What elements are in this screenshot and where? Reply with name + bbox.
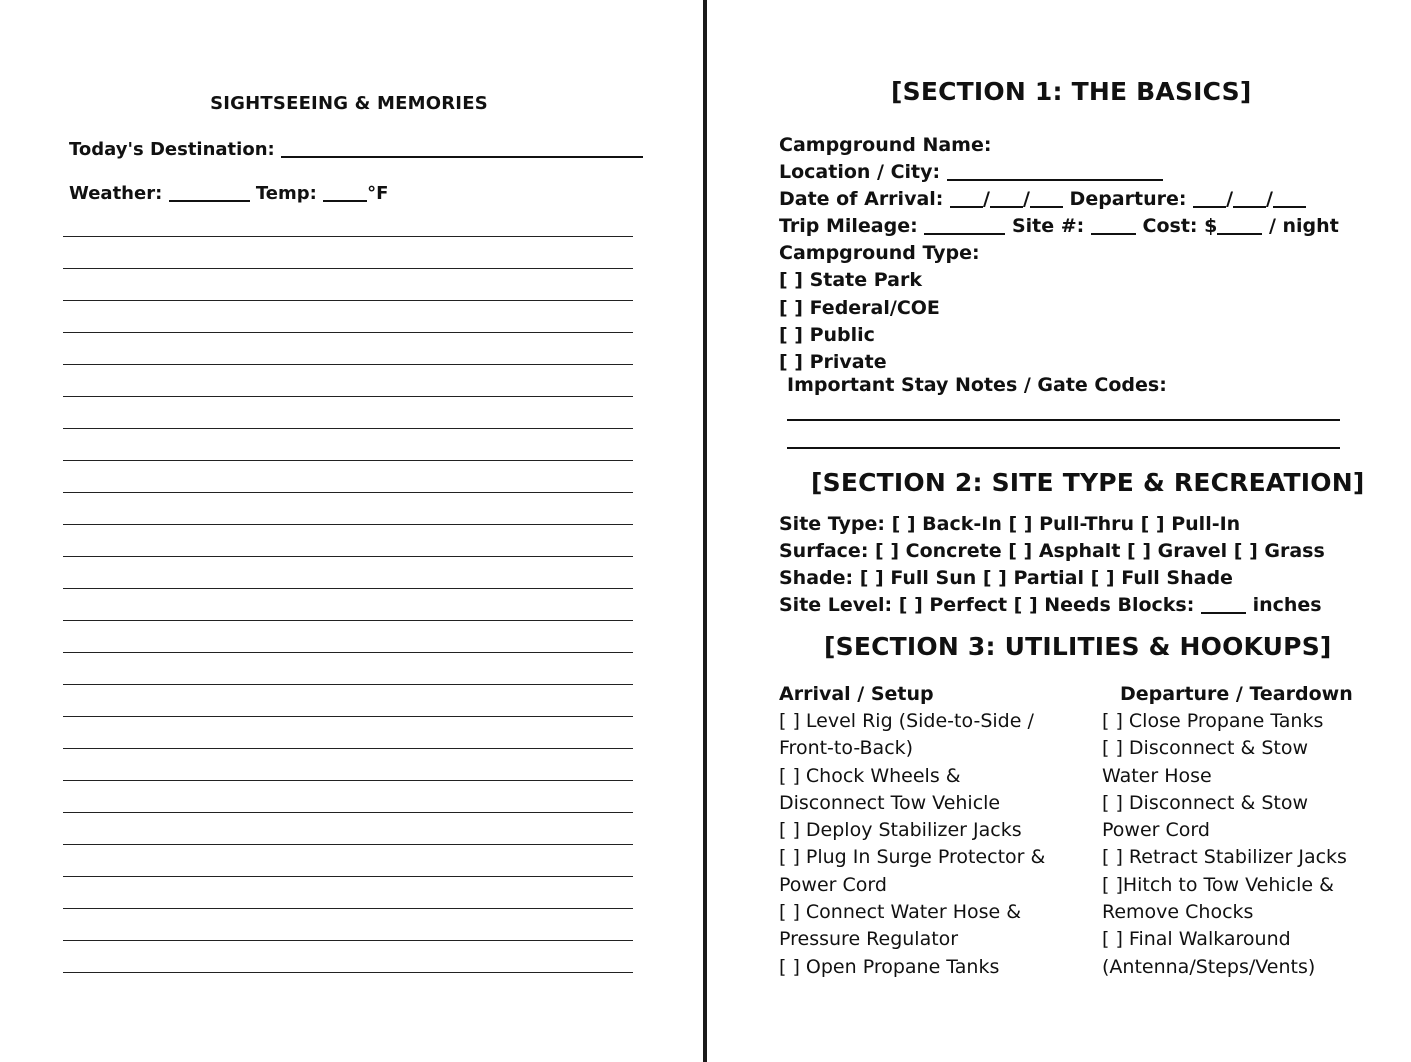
mileage-row <box>779 213 1339 240</box>
arrival-checklist-line[interactable]: Pressure Regulator <box>779 928 959 951</box>
departure-checklist <box>1102 681 1353 981</box>
type-public-checkbox[interactable]: [ ] Public <box>779 323 875 346</box>
departure-label: Departure: <box>1069 188 1187 211</box>
destination-field[interactable] <box>281 139 643 158</box>
site-level-label: Site Level: [ ] Perfect [ ] Needs Blocks: <box>779 594 1195 616</box>
arrival-checklist-line[interactable]: Disconnect Tow Vehicle <box>779 791 1001 814</box>
memory-line[interactable] <box>63 236 633 268</box>
arrival-checklist-line[interactable]: Front-to-Back) <box>779 737 914 760</box>
memory-line[interactable] <box>63 908 633 940</box>
memory-line[interactable] <box>63 972 633 1004</box>
page-divider <box>703 0 707 1062</box>
location-row <box>779 159 1339 186</box>
memory-line[interactable] <box>63 428 633 460</box>
notes-label: Important Stay Notes / Gate Codes: <box>787 374 1167 396</box>
campground-name-row <box>779 132 1339 159</box>
cost-label: Cost: $ <box>1142 215 1218 238</box>
weather-label: Weather: <box>69 183 163 204</box>
section1-title: [SECTION 1: THE BASICS] <box>891 77 1252 106</box>
site-level-row[interactable] <box>779 592 1325 619</box>
memory-line[interactable] <box>63 684 633 716</box>
memory-line[interactable] <box>63 652 633 684</box>
departure-year-field[interactable] <box>1273 189 1306 208</box>
arrival-day-field[interactable] <box>990 189 1023 208</box>
notes-line-2[interactable] <box>787 447 1340 449</box>
memory-line[interactable] <box>63 460 633 492</box>
memory-line[interactable] <box>63 332 633 364</box>
memory-line[interactable] <box>63 556 633 588</box>
memory-line[interactable] <box>63 620 633 652</box>
memory-line[interactable] <box>63 524 633 556</box>
arrival-checklist-line[interactable]: [ ] Open Propane Tanks <box>779 955 1000 978</box>
blocks-field[interactable] <box>1201 595 1246 614</box>
cost-field[interactable] <box>1217 216 1262 235</box>
type-private-checkbox[interactable]: [ ] Private <box>779 350 887 373</box>
memory-lines[interactable] <box>63 236 633 1004</box>
memory-line[interactable] <box>63 300 633 332</box>
temp-unit: °F <box>367 183 389 204</box>
section2-title: [SECTION 2: SITE TYPE & RECREATION] <box>811 468 1365 497</box>
mileage-label: Trip Mileage: <box>779 215 918 238</box>
arrival-label: Date of Arrival: <box>779 188 944 211</box>
departure-checklist-line[interactable]: [ ] Retract Stabilizer Jacks <box>1102 846 1347 869</box>
arrival-year-field[interactable] <box>1030 189 1063 208</box>
arrival-checklist-line[interactable]: [ ] Connect Water Hose & <box>779 901 1022 924</box>
arrival-checklist <box>779 681 1045 981</box>
site-number-label: Site #: <box>1011 215 1085 238</box>
departure-day-field[interactable] <box>1233 189 1266 208</box>
departure-month-field[interactable] <box>1193 189 1226 208</box>
type-federal-checkbox[interactable]: [ ] Federal/COE <box>779 296 940 319</box>
departure-checklist-line[interactable]: [ ] Close Propane Tanks <box>1102 710 1324 732</box>
site-number-field[interactable] <box>1091 216 1136 235</box>
per-night-label: / night <box>1268 215 1339 238</box>
temp-field[interactable] <box>323 183 367 202</box>
section3-title: [SECTION 3: UTILITIES & HOOKUPS] <box>824 632 1332 661</box>
arrival-checklist-line[interactable]: [ ] Level Rig (Side-to-Side / <box>779 710 1034 732</box>
shade-row[interactable]: Shade: [ ] Full Sun [ ] Partial [ ] Full Shade <box>779 567 1233 589</box>
memory-line[interactable] <box>63 940 633 972</box>
mileage-field[interactable] <box>924 216 1005 235</box>
memory-line[interactable] <box>63 780 633 812</box>
memory-line[interactable] <box>63 492 633 524</box>
location-label: Location / City: <box>779 161 941 184</box>
surface-row[interactable]: Surface: [ ] Concrete [ ] Asphalt [ ] Gravel [ ] Grass <box>779 540 1325 562</box>
weather-field[interactable] <box>169 183 250 202</box>
departure-checklist-line[interactable]: Remove Chocks <box>1102 901 1254 924</box>
departure-header: Departure / Teardown <box>1120 683 1353 705</box>
dates-row: Date of Arrival: / / Departure: / / <box>779 186 1339 213</box>
departure-checklist-line[interactable]: [ ]Hitch to Tow Vehicle & <box>1102 873 1334 896</box>
memory-line[interactable] <box>63 396 633 428</box>
basics-form <box>779 132 1339 376</box>
page-title: SIGHTSEEING & MEMORIES <box>210 93 488 114</box>
memory-line[interactable] <box>63 364 633 396</box>
memory-line[interactable] <box>63 748 633 780</box>
notes-line-1[interactable] <box>787 419 1340 421</box>
departure-checklist-line[interactable]: [ ] Disconnect & Stow <box>1102 791 1309 814</box>
arrival-checklist-line[interactable]: Power Cord <box>779 873 887 896</box>
weather-row <box>69 183 388 204</box>
site-type-row[interactable]: Site Type: [ ] Back-In [ ] Pull-Thru [ ] Pull-In <box>779 513 1241 535</box>
inches-label: inches <box>1252 594 1322 616</box>
memory-line[interactable] <box>63 812 633 844</box>
arrival-checklist-line[interactable]: [ ] Deploy Stabilizer Jacks <box>779 819 1022 842</box>
departure-checklist-line[interactable]: (Antenna/Steps/Vents) <box>1102 955 1316 978</box>
departure-checklist-line[interactable]: Power Cord <box>1102 819 1210 842</box>
departure-checklist-line[interactable]: Water Hose <box>1102 764 1212 787</box>
location-field[interactable] <box>947 162 1163 181</box>
arrival-month-field[interactable] <box>950 189 983 208</box>
memory-line[interactable] <box>63 876 633 908</box>
arrival-header: Arrival / Setup <box>779 683 934 705</box>
type-state-park-checkbox[interactable]: [ ] State Park <box>779 269 923 292</box>
arrival-checklist-line[interactable]: [ ] Chock Wheels & <box>779 764 961 787</box>
destination-label: Today's Destination: <box>69 139 275 160</box>
memory-line[interactable] <box>63 844 633 876</box>
site-form <box>779 511 1325 619</box>
destination-row <box>69 139 643 160</box>
memory-line[interactable] <box>63 588 633 620</box>
campground-type-label: Campground Type: <box>779 242 980 265</box>
campground-name-label: Campground Name: <box>779 134 992 156</box>
arrival-checklist-line[interactable]: [ ] Plug In Surge Protector & <box>779 846 1046 869</box>
departure-checklist-line[interactable]: [ ] Disconnect & Stow <box>1102 737 1309 760</box>
memory-line[interactable] <box>63 268 633 300</box>
temp-label: Temp: <box>255 183 317 204</box>
memory-line[interactable] <box>63 716 633 748</box>
departure-checklist-line[interactable]: [ ] Final Walkaround <box>1102 928 1291 951</box>
